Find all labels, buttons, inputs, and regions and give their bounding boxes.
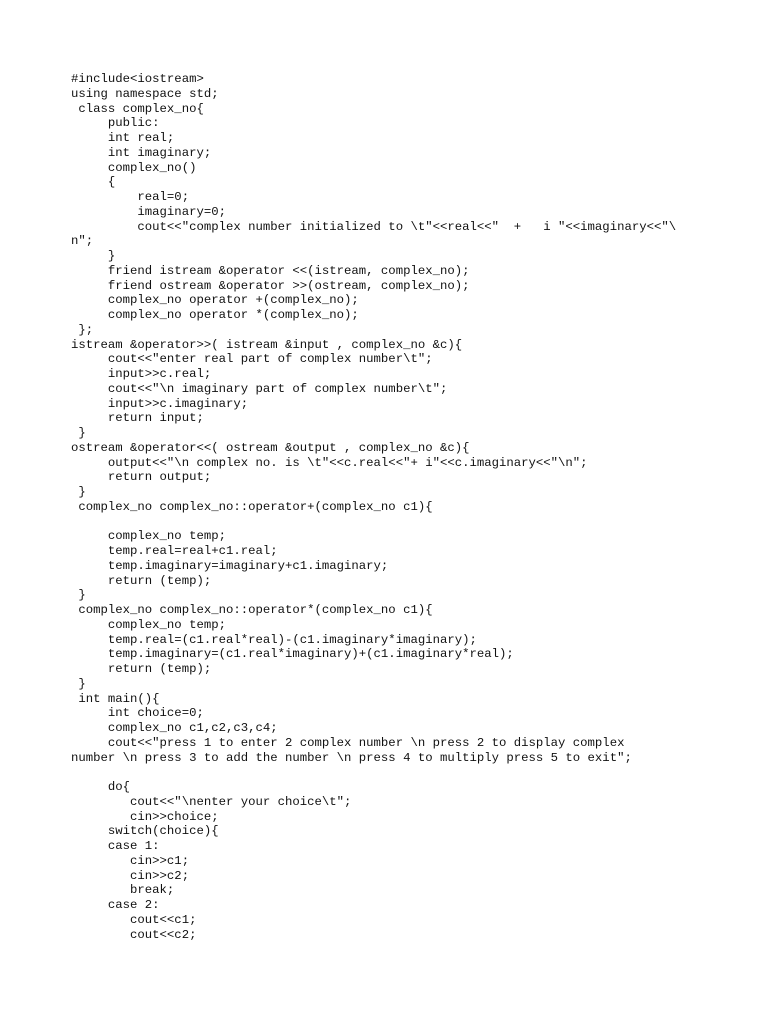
- code-line: }: [71, 588, 86, 603]
- code-line: return input;: [71, 411, 204, 426]
- code-line: }: [71, 676, 86, 691]
- code-line: cin>>c1;: [71, 853, 190, 868]
- code-line: int imaginary;: [71, 145, 212, 160]
- code-line: friend ostream &operator >>(ostream, complex_no);: [71, 278, 470, 293]
- code-line: }: [71, 426, 86, 440]
- code-line: complex_no temp;: [71, 617, 226, 632]
- code-line: int main(){: [71, 691, 160, 706]
- code-line: cout<<"\nenter your choice\t";: [71, 794, 352, 809]
- code-line: case 2:: [71, 898, 160, 912]
- code-line: cout<<c2;: [71, 927, 197, 942]
- code-line: output<<"\n complex no. is \t"<<c.real<<"+ i"<<c.imaginary<<"\n";: [71, 455, 588, 470]
- code-line: do{: [71, 780, 131, 794]
- code-line: temp.real=(c1.real*real)-(c1.imaginary*imaginary);: [71, 632, 477, 647]
- code-line: real=0;: [71, 190, 190, 204]
- code-line: cout<<"\n imaginary part of complex number\t";: [71, 381, 448, 396]
- code-line: switch(choice){: [71, 824, 219, 839]
- code-line: complex_no c1,c2,c3,c4;: [71, 721, 278, 735]
- code-line: return (temp);: [71, 573, 212, 588]
- code-line: cin>>c2;: [71, 868, 190, 883]
- code-line: public:: [71, 116, 160, 131]
- code-line: cout<<"enter real part of complex number\t";: [71, 352, 433, 367]
- code-line: using namespace std;: [71, 86, 219, 101]
- code-line: return output;: [71, 470, 212, 485]
- code-line: int choice=0;: [71, 706, 204, 721]
- code-line: #include<iostream>: [71, 72, 204, 86]
- code-line: };: [71, 322, 94, 337]
- code-line: cout<<c1;: [71, 912, 197, 927]
- code-line: input>>c.imaginary;: [71, 396, 249, 411]
- code-line: complex_no complex_no::operator*(complex_no c1){: [71, 603, 433, 617]
- code-line: }: [71, 249, 116, 263]
- code-line: istream &operator>>( istream &input , complex_no &c){: [71, 337, 463, 352]
- code-line: [71, 765, 711, 780]
- code-line: cout<<"complex number initialized to \t"<<real<<" + i "<<imaginary<<"\: [71, 219, 677, 234]
- code-line: return (temp);: [71, 662, 212, 676]
- code-line: cin>>choice;: [71, 809, 219, 824]
- code-line: n";: [71, 234, 94, 249]
- code-line: complex_no operator *(complex_no);: [71, 308, 359, 322]
- code-line: temp.imaginary=(c1.real*imaginary)+(c1.imaginary*real);: [71, 647, 514, 662]
- code-line: class complex_no{: [71, 101, 204, 116]
- code-line: complex_no(): [71, 160, 197, 175]
- code-line: friend istream &operator <<(istream, complex_no);: [71, 263, 470, 278]
- code-line: cout<<"press 1 to enter 2 complex number \n press 2 to display complex: [71, 735, 625, 750]
- code-line: ostream &operator<<( ostream &output , complex_no &c){: [71, 440, 470, 455]
- code-line: complex_no complex_no::operator+(complex_no c1){: [71, 499, 433, 514]
- code-line: int real;: [71, 131, 175, 145]
- code-line: {: [71, 175, 116, 190]
- code-line: temp.real=real+c1.real;: [71, 544, 278, 558]
- code-line: complex_no temp;: [71, 529, 226, 544]
- code-line: }: [71, 485, 86, 499]
- code-listing: [71, 72, 711, 942]
- code-line: case 1:: [71, 839, 160, 853]
- code-line: [71, 515, 711, 530]
- code-line: complex_no operator +(complex_no);: [71, 293, 359, 308]
- code-line: temp.imaginary=imaginary+c1.imaginary;: [71, 558, 389, 573]
- code-line: break;: [71, 883, 175, 898]
- code-line: imaginary=0;: [71, 204, 226, 219]
- code-line: number \n press 3 to add the number \n press 4 to multiply press 5 to exit";: [71, 750, 632, 765]
- code-line: input>>c.real;: [71, 367, 212, 381]
